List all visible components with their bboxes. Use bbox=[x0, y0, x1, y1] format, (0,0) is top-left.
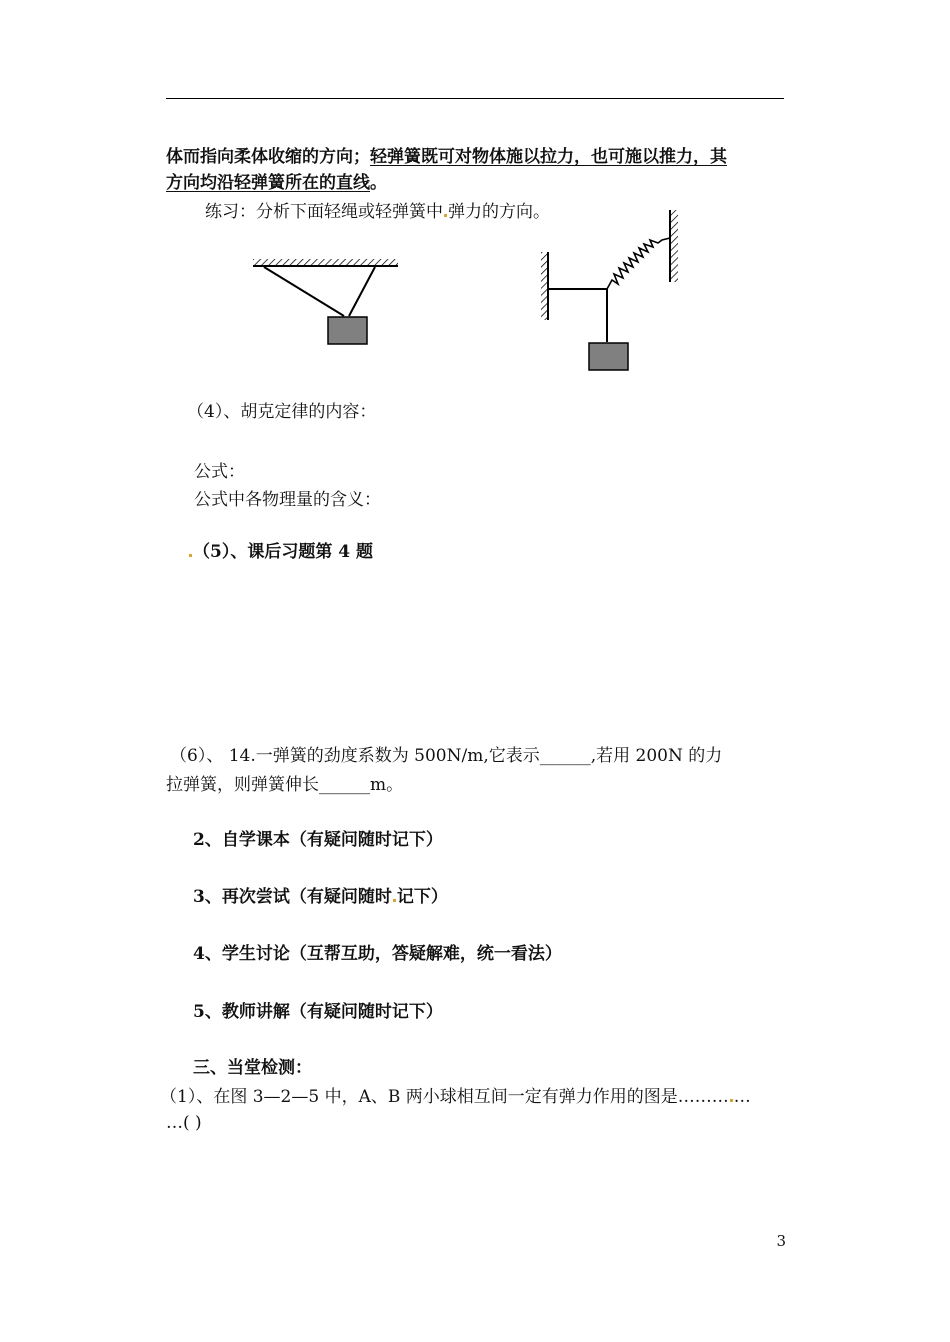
step-4: 4、学生讨论（互帮互助，答疑解难，统一看法） bbox=[193, 944, 562, 964]
step-5: 5、教师讲解（有疑问随时记下） bbox=[193, 1002, 443, 1022]
spring bbox=[607, 238, 670, 289]
text-segment: 练习：分析下面轻绳或轻弹簧中 bbox=[205, 202, 443, 222]
page-number: 3 bbox=[776, 1232, 786, 1250]
mark-dot bbox=[393, 899, 396, 902]
right-wall-hatch bbox=[671, 210, 678, 282]
underlined-text: 轻弹簧既可对物体施以拉力，也可施以推力，其 bbox=[370, 147, 727, 167]
text-segment: （5）、课后习题第 4 题 bbox=[193, 542, 373, 562]
header-rule bbox=[166, 98, 784, 99]
text-segment: 记下） bbox=[396, 887, 448, 907]
underlined-text: 方向均沿轻弹簧所在的直线 bbox=[166, 173, 370, 193]
question-1-line-1 bbox=[160, 1086, 751, 1108]
left-wall-hatch bbox=[541, 252, 547, 320]
mark-dot bbox=[444, 214, 447, 217]
text-segment: 弹力的方向。 bbox=[448, 202, 550, 222]
mark-dot bbox=[189, 554, 192, 557]
text-segment: 。 bbox=[370, 173, 387, 193]
spring-figure bbox=[538, 206, 688, 374]
rope-left bbox=[264, 267, 344, 316]
ceiling-hatch bbox=[253, 259, 398, 266]
item-5 bbox=[188, 541, 373, 563]
exercise-line bbox=[205, 201, 550, 223]
question-1-line-2: …( ) bbox=[166, 1113, 202, 1133]
text-line-2 bbox=[166, 172, 387, 194]
item-6-line-2: 拉弹簧，则弹簧伸长______m。 bbox=[166, 775, 404, 795]
rope-right bbox=[349, 267, 375, 316]
formula-meaning: 公式中各物理量的含义： bbox=[194, 490, 381, 510]
rope-figure bbox=[248, 250, 403, 350]
hooke-title: （4）、胡克定律的内容： bbox=[187, 402, 377, 422]
block bbox=[328, 317, 367, 344]
formula-label: 公式： bbox=[194, 462, 245, 482]
block bbox=[589, 343, 628, 370]
item-6-line-1: （6）、 14.一弹簧的劲度系数为 500N/m,它表示______,若用 200N 的力 bbox=[170, 746, 723, 766]
section-3-title: 三、当堂检测： bbox=[193, 1058, 312, 1078]
text-segment: （1）、在图 3—2—5 中，A、B 两小球相互间一定有弹力作用的图是……… bbox=[160, 1087, 729, 1107]
text-segment: 3、再次尝试（有疑问随时 bbox=[193, 887, 392, 907]
text-segment: 体而指向柔体收缩的方向； bbox=[166, 147, 370, 167]
text-segment: … bbox=[733, 1087, 751, 1107]
text-line-1 bbox=[166, 146, 727, 168]
step-3 bbox=[193, 886, 448, 908]
mark-dot bbox=[730, 1099, 733, 1102]
step-2: 2、自学课本（有疑问随时记下） bbox=[193, 830, 443, 850]
